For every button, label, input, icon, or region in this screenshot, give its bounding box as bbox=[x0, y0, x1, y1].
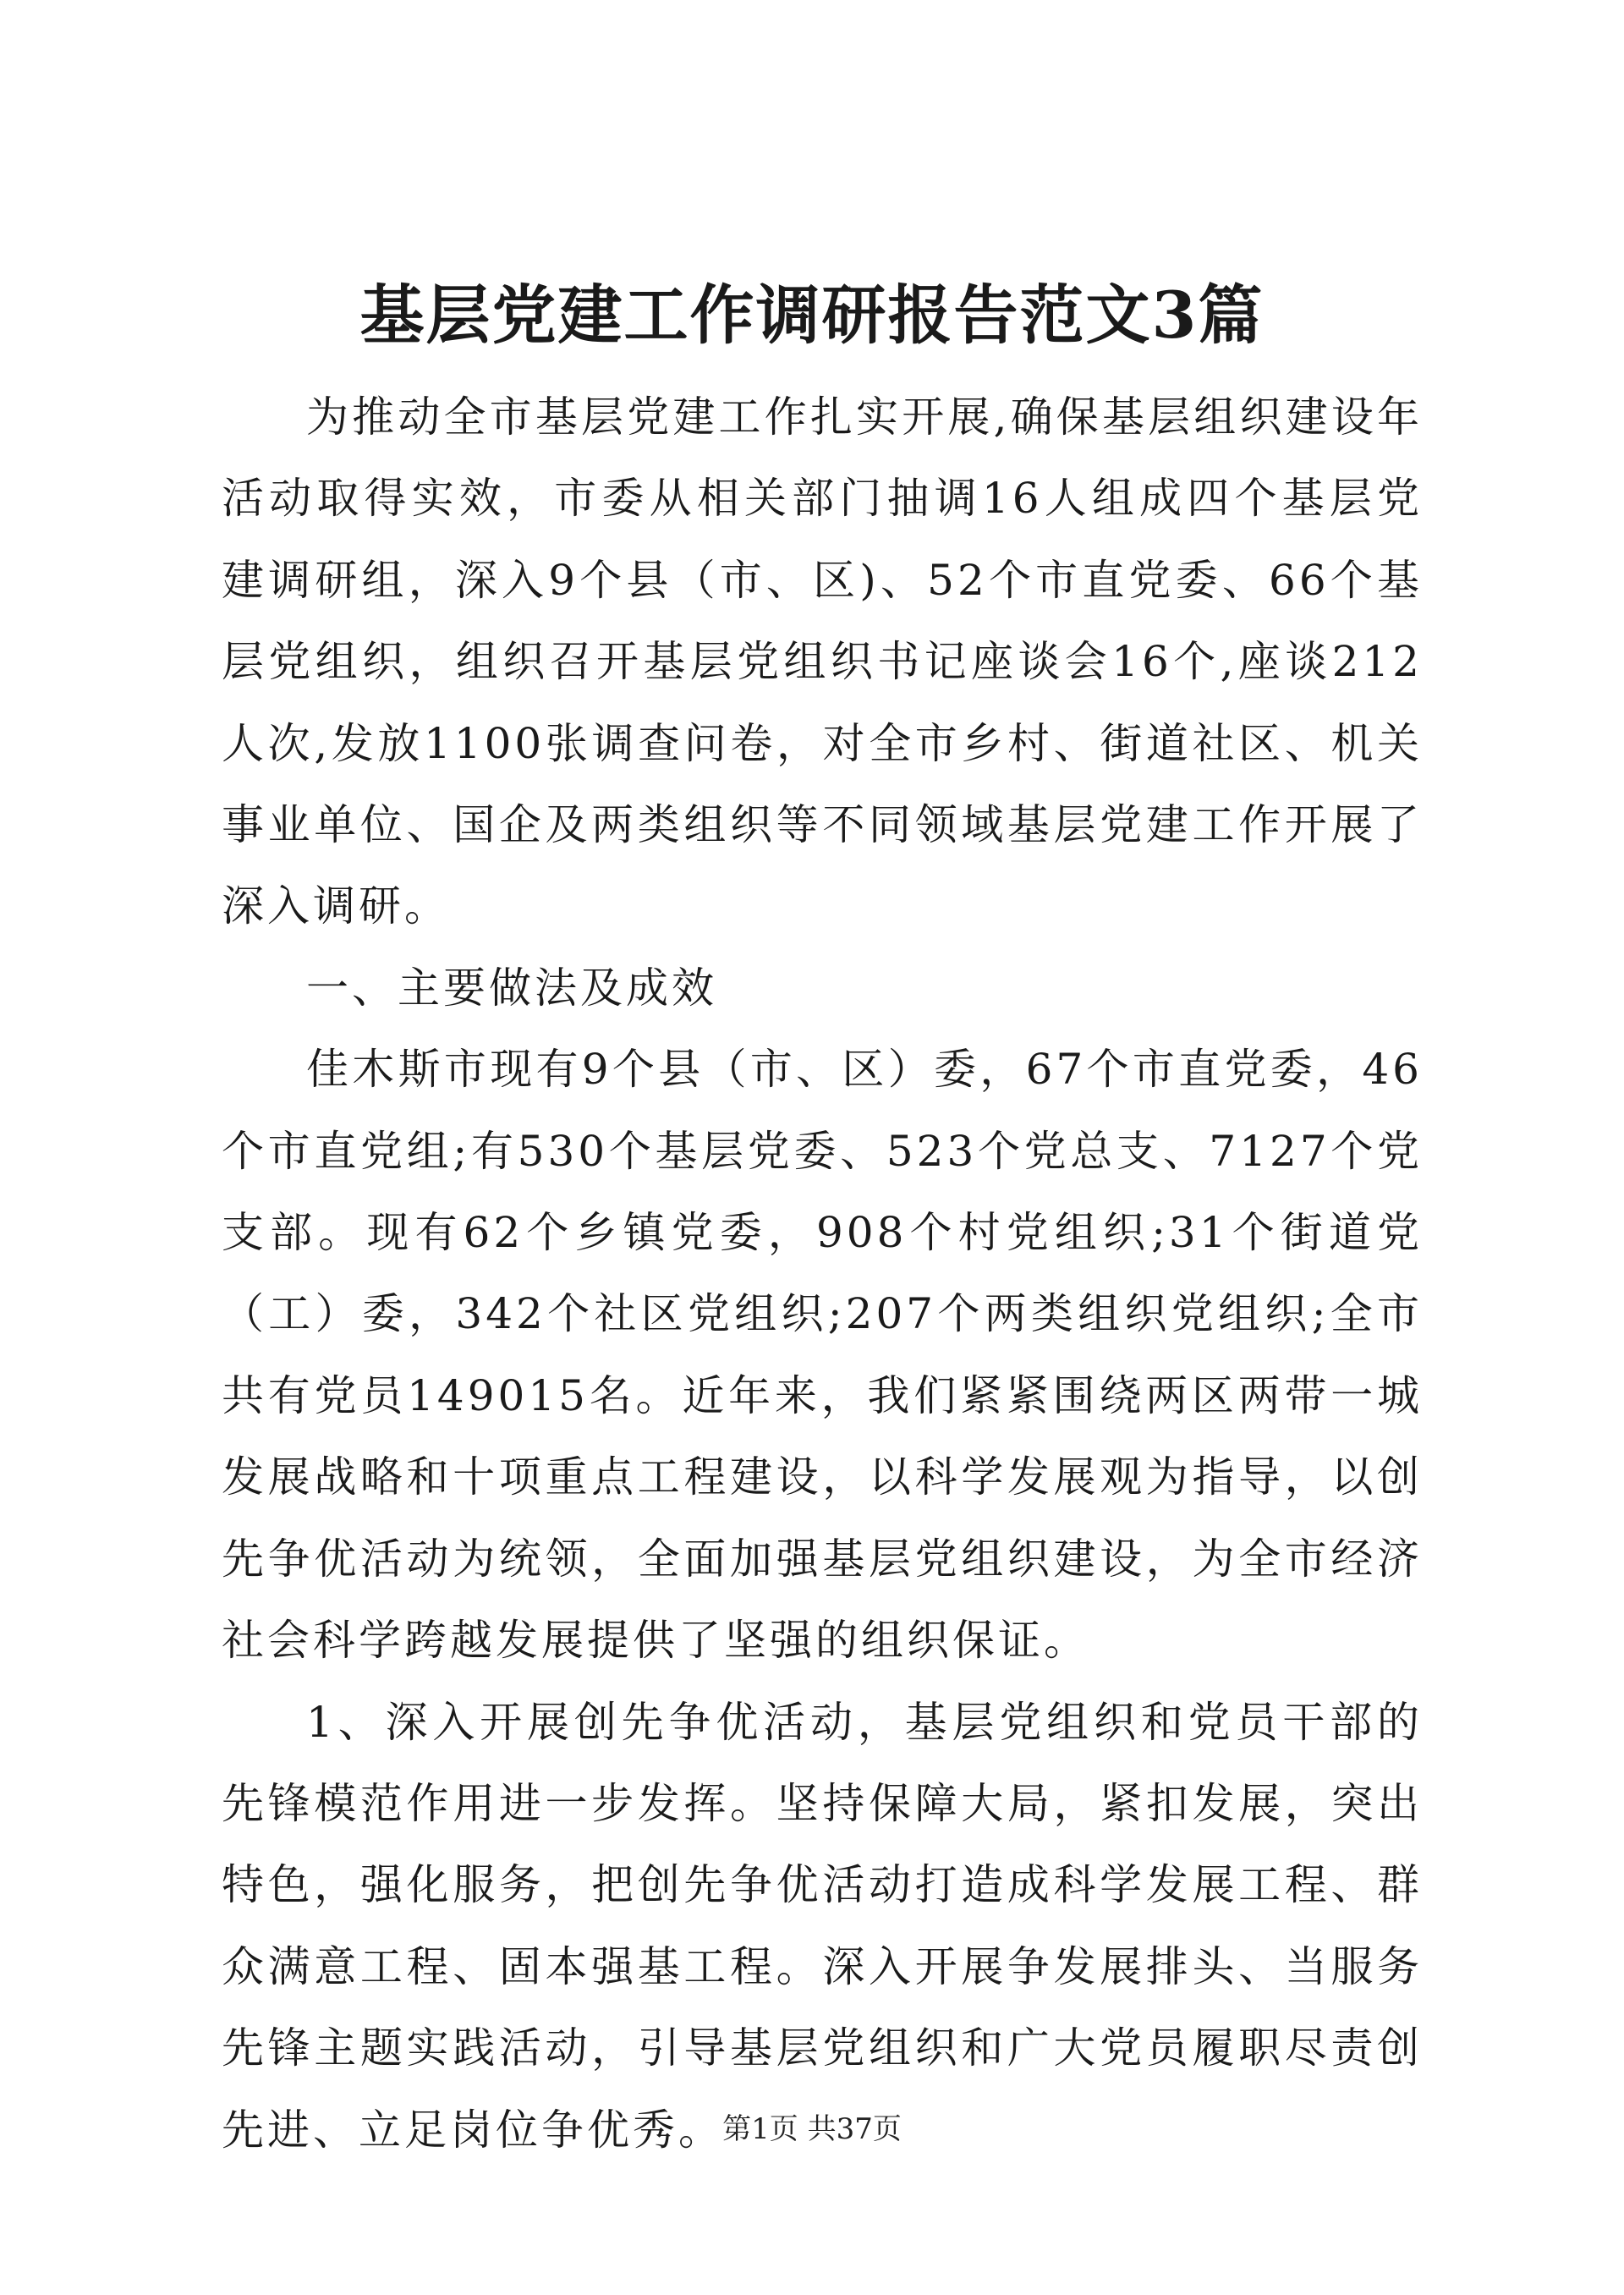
section-heading: 一、主要做法及成效 bbox=[306, 963, 717, 1013]
paragraph-item-1: 1、深入开展创先争优活动，基层党组织和党员干部的先锋模范作用进一步发挥。坚持保障大局，紧扣发展，突出特色，强化服务，把创先争优活动打造成科学发展工程、群众满意工程、固本强基工程。深入开展争发展排头、当服务先锋主题实践活动，引导基层党组织和广大党员履职尽责创先进、立足岗位争优秀。 bbox=[222, 1697, 1423, 2155]
page-number-footer: 第1页 共37页 bbox=[722, 2112, 902, 2146]
paragraph-overview: 佳木斯市现有9个县（市、区）委，67个市直党委，46个市直党组;有530个基层党委、523个党总支、7127个党支部。现有62个乡镇党委，908个村党组织;31个街道党（工）委，342个社区党组织;207个两类组织党组织;全市共有党员149015名。近年来，我们紧紧围绕两区两带一城发展战略和十项重点工程建设，以科学发展观为指导，以创先争优活动为统领，全面加强基层党组织建设，为全市经济社会科学跨越发展提供了坚强的组织保证。 bbox=[222, 1045, 1423, 1666]
document-body bbox=[222, 376, 1423, 2171]
paragraph-intro: 为推动全市基层党建工作扎实开展,确保基层组织建设年活动取得实效，市委从相关部门抽调16人组成四个基层党建调研组，深入9个县（市、区)、52个市直党委、66个基层党组织，组织召开基层党组织书记座谈会16个,座谈212人次,发放1100张调查问卷，对全市乡村、街道社区、机关事业单位、国企及两类组织等不同领域基层党建工作开展了深入调研。 bbox=[222, 393, 1423, 931]
document-title: 基层党建工作调研报告范文3篇 bbox=[359, 277, 1265, 353]
